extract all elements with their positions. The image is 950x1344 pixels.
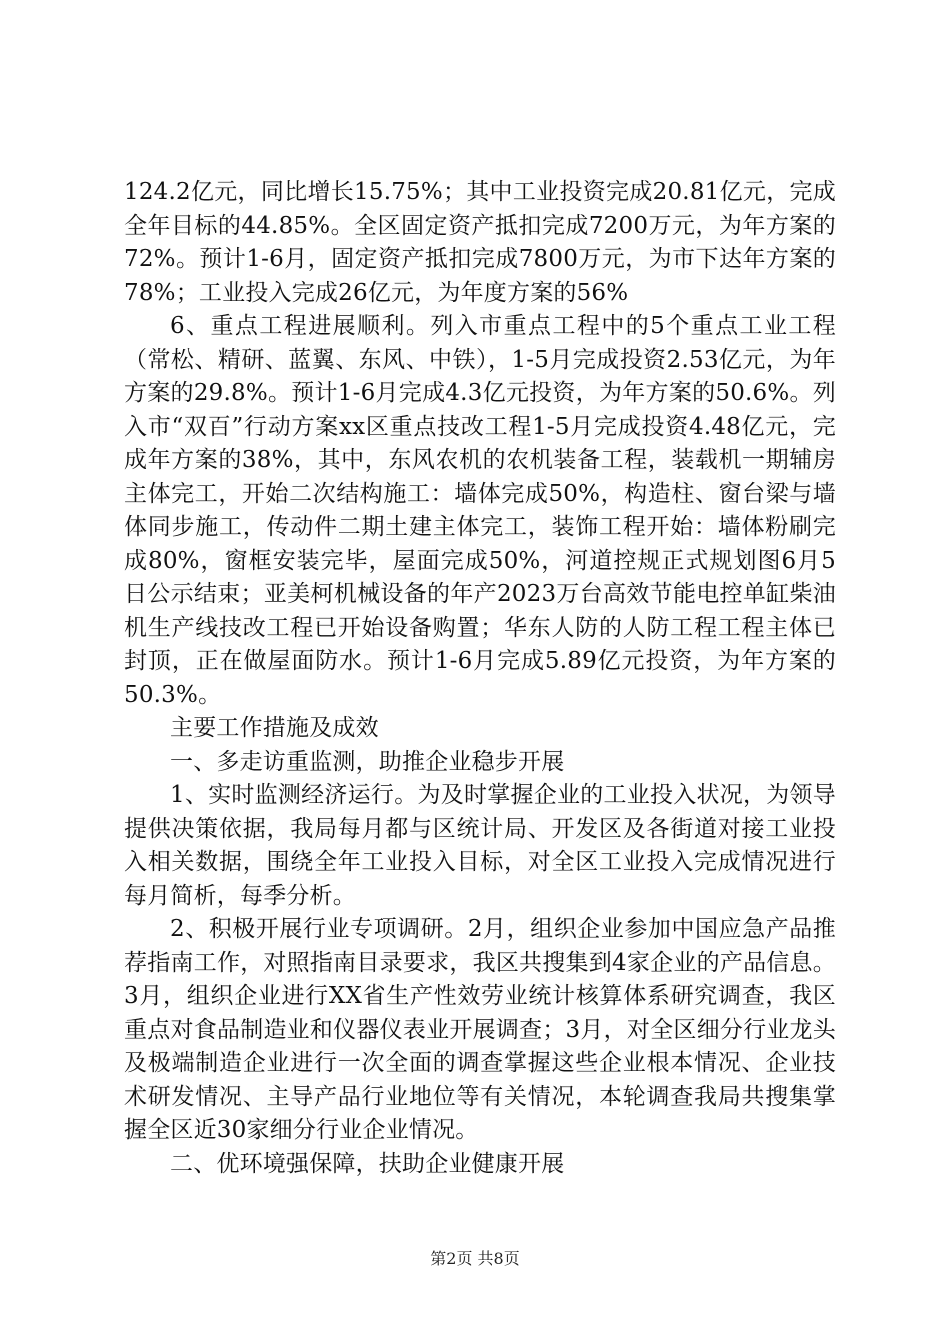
paragraph-key-projects: 6、重点工程进展顺利。列入市重点工程中的5个重点工业工程（常松、精研、蓝翼、东风、中铁），1-5月完成投资2.53亿元，为年方案的29.8%。预计1-6月完成4.3亿元投资，为年方案的50.6%。列入市“双百”行动方案xx区重点技改工程1-5月完成投资4.48亿元，完成年方案的38%，其中，东风农机的农机装备工程，装载机一期辅房主体完工，开始二次结构施工：墙体完成50%，构造柱、窗台梁与墙体同步施工，传动件二期土建主体完工，装饰工程开始：墙体粉刷完成80%，窗框安装完毕，屋面完成50%，河道控规正式规划图6月5日公示结束；亚美柯机械设备的年产2023万台高效节能电控单缸柴油机生产线技改工程已开始设备购置；华东人防的人防工程工程主体已封顶，正在做屋面防水。预计1-6月完成5.89亿元投资，为年方案的50.3%。 <box>124 313 836 708</box>
paragraph-monitoring: 1、实时监测经济运行。为及时掌握企业的工业投入状况，为领导提供决策依据，我局每月都与区统计局、开发区及各街道对接工业投入相关数据，围绕全年工业投入目标，对全区工业投入完成情况进行每月简析，每季分析。 <box>124 782 836 909</box>
page-number-footer: 第2页 共8页 <box>430 1249 520 1268</box>
section-heading-two: 二、优环境强保障，扶助企业健康开展 <box>170 1150 565 1177</box>
section-heading-one: 一、多走访重监测，助推企业稳步开展 <box>170 748 565 775</box>
paragraph-industry-research: 2、积极开展行业专项调研。2月，组织企业参加中国应急产品推荐指南工作，对照指南目录要求，我区共搜集到4家企业的产品信息。3月，组织企业进行XX省生产性效劳业统计核算体系研究调查，我区重点对食品制造业和仪器仪表业开展调查；3月，对全区细分行业龙头及极端制造企业进行一次全面的调查掌握这些企业根本情况、企业技术研发情况、主导产品行业地位等有关情况，本轮调查我局共搜集掌握全区近30家细分行业企业情况。 <box>124 916 836 1143</box>
paragraph-investment-summary: 124.2亿元，同比增长15.75%；其中工业投资完成20.81亿元，完成全年目标的44.85%。全区固定资产抵扣完成7200万元，为年方案的72%。预计1-6月，固定资产抵扣完成7800万元，为市下达年方案的78%；工业投入完成26亿元，为年度方案的56% <box>124 179 836 306</box>
document-body <box>124 176 836 1181</box>
section-heading-main-measures: 主要工作措施及成效 <box>170 715 379 741</box>
